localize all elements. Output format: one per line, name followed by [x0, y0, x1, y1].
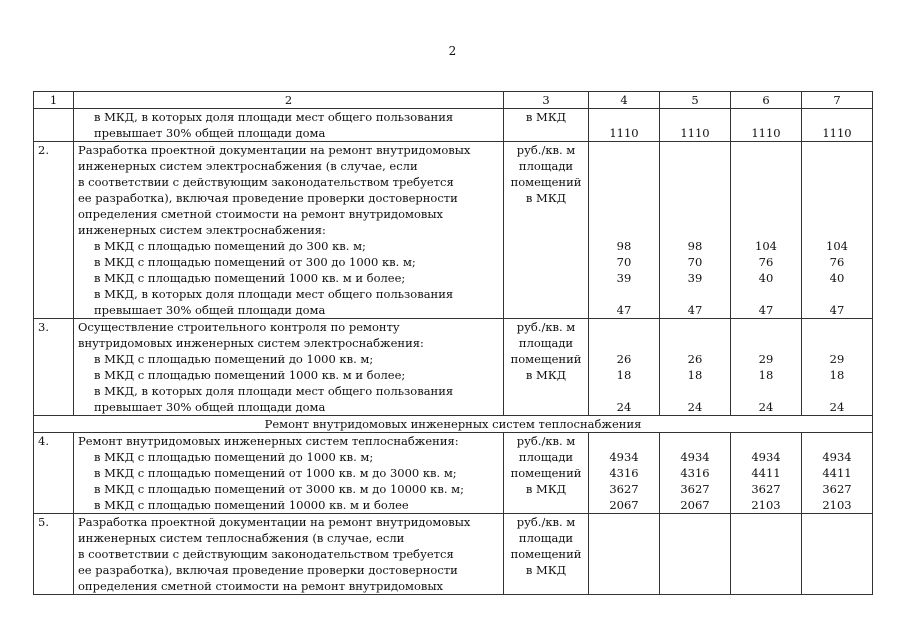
value-cell — [589, 514, 660, 595]
table-row — [34, 109, 873, 142]
sub-line: превышает 30% общей площади дома — [94, 126, 326, 140]
row-number — [34, 109, 74, 142]
value: 47 — [616, 303, 632, 317]
header-cell: 6 — [731, 92, 802, 109]
value: 1110 — [680, 126, 710, 140]
unit-line: помещений — [510, 466, 582, 480]
desc-line: Разработка проектной документации на ремонт внутридомовых — [78, 143, 471, 157]
value-cell — [660, 109, 731, 142]
value: 4316 — [680, 466, 710, 480]
value: 26 — [616, 352, 632, 366]
header-cell: 4 — [589, 92, 660, 109]
value-cell — [660, 319, 731, 416]
desc-line: определения сметной стоимости на ремонт внутридомовых — [78, 579, 444, 593]
table-row — [34, 514, 873, 595]
unit-line: в МКД — [525, 482, 567, 496]
value: 29 — [829, 352, 845, 366]
value-cell — [660, 514, 731, 595]
unit-line: помещений — [510, 175, 582, 189]
value: 3627 — [751, 482, 781, 496]
row-description — [74, 109, 504, 142]
value: 24 — [758, 400, 774, 414]
value: 4934 — [822, 450, 852, 464]
unit-line: в МКД — [525, 563, 567, 577]
rates-table — [33, 91, 873, 595]
value-cell — [660, 433, 731, 514]
value: 4411 — [751, 466, 781, 480]
desc-line: определения сметной стоимости на ремонт внутридомовых — [78, 207, 444, 221]
value-cell — [731, 142, 802, 319]
header-cell: 3 — [504, 92, 589, 109]
unit-line: руб./кв. м — [516, 320, 576, 334]
row-number: 5. — [34, 514, 74, 595]
value: 39 — [616, 271, 632, 285]
value: 18 — [758, 368, 774, 382]
value: 24 — [687, 400, 703, 414]
table-header-row — [34, 92, 873, 109]
value: 3627 — [822, 482, 852, 496]
value-cell — [802, 142, 873, 319]
value-cell — [731, 514, 802, 595]
value-cell — [731, 433, 802, 514]
row-unit — [504, 142, 589, 319]
row-number: 3. — [34, 319, 74, 416]
value: 4934 — [609, 450, 639, 464]
value: 47 — [829, 303, 845, 317]
value: 39 — [687, 271, 703, 285]
unit-line: руб./кв. м — [516, 434, 576, 448]
sub-line: в МКД с площадью помещений до 300 кв. м; — [94, 239, 366, 253]
unit-line: площади — [518, 336, 574, 350]
row-description — [74, 433, 504, 514]
unit-line: в МКД — [525, 368, 567, 382]
value-cell — [589, 109, 660, 142]
desc-line: Осуществление строительного контроля по ремонту — [78, 320, 400, 334]
value: 3627 — [680, 482, 710, 496]
desc-line: в соответствии с действующим законодательством требуется — [78, 175, 454, 189]
value-cell — [660, 142, 731, 319]
desc-line: Ремонт внутридомовых инженерных систем теплоснабжения: — [78, 434, 459, 448]
row-unit — [504, 514, 589, 595]
header-cell: 2 — [74, 92, 504, 109]
value: 2103 — [751, 498, 781, 512]
sub-line: в МКД, в которых доля площади мест общего пользования — [94, 384, 454, 398]
value: 47 — [687, 303, 703, 317]
value-cell — [589, 319, 660, 416]
value: 3627 — [609, 482, 639, 496]
value: 4411 — [822, 466, 852, 480]
value: 2067 — [680, 498, 710, 512]
row-description — [74, 514, 504, 595]
row-number: 4. — [34, 433, 74, 514]
value: 4934 — [680, 450, 710, 464]
sub-line: превышает 30% общей площади дома — [94, 400, 326, 414]
desc-line: внутридомовых инженерных систем электроснабжения: — [78, 336, 424, 350]
value-cell — [731, 319, 802, 416]
sub-line: в МКД с площадью помещений 1000 кв. м и более; — [94, 368, 406, 382]
sub-line: в МКД с площадью помещений от 300 до 1000 кв. м; — [94, 255, 416, 269]
value: 29 — [758, 352, 774, 366]
sub-line: в МКД с площадью помещений 1000 кв. м и более; — [94, 271, 406, 285]
sub-line: в МКД с площадью помещений от 1000 кв. м до 3000 кв. м; — [94, 466, 457, 480]
value: 18 — [687, 368, 703, 382]
desc-line: инженерных систем электроснабжения: — [78, 223, 326, 237]
row-description — [74, 142, 504, 319]
value: 1110 — [609, 126, 639, 140]
unit-line: в МКД — [525, 191, 567, 205]
value: 2067 — [609, 498, 639, 512]
unit-line: площади — [518, 450, 574, 464]
value-cell — [731, 109, 802, 142]
sub-line: в МКД с площадью помещений до 1000 кв. м; — [94, 450, 374, 464]
value-cell — [802, 109, 873, 142]
value-cell — [589, 142, 660, 319]
sub-line: в МКД с площадью помещений от 3000 кв. м до 10000 кв. м; — [94, 482, 464, 496]
value: 18 — [616, 368, 632, 382]
value-cell — [802, 319, 873, 416]
row-unit: в МКД — [504, 109, 589, 142]
page-number: 2 — [448, 44, 457, 58]
value: 4316 — [609, 466, 639, 480]
value: 24 — [829, 400, 845, 414]
value: 18 — [829, 368, 845, 382]
desc-line: инженерных систем электроснабжения (в случае, если — [78, 159, 418, 173]
row-unit — [504, 319, 589, 416]
table-row — [34, 319, 873, 416]
sub-line: в МКД, в которых доля площади мест общего пользования — [94, 110, 454, 124]
value: 26 — [687, 352, 703, 366]
unit-line: помещений — [510, 352, 582, 366]
value: 40 — [829, 271, 845, 285]
header-cell: 5 — [660, 92, 731, 109]
value: 47 — [758, 303, 774, 317]
value: 98 — [616, 239, 632, 253]
unit-line: площади — [518, 531, 574, 545]
sub-line: в МКД, в которых доля площади мест общего пользования — [94, 287, 454, 301]
table-row — [34, 433, 873, 514]
value: 104 — [755, 239, 777, 253]
row-description — [74, 319, 504, 416]
value-cell — [802, 433, 873, 514]
value: 76 — [758, 255, 774, 269]
value-cell — [802, 514, 873, 595]
desc-line: ее разработка), включая проведение проверки достоверности — [78, 191, 458, 205]
value: 2103 — [822, 498, 852, 512]
value: 76 — [829, 255, 845, 269]
unit-line: руб./кв. м — [516, 515, 576, 529]
value: 4934 — [751, 450, 781, 464]
value: 70 — [687, 255, 703, 269]
unit-line: помещений — [510, 547, 582, 561]
value: 1110 — [822, 126, 852, 140]
unit-line: площади — [518, 159, 574, 173]
value: 24 — [616, 400, 632, 414]
desc-line: в соответствии с действующим законодательством требуется — [78, 547, 454, 561]
sub-line: превышает 30% общей площади дома — [94, 303, 326, 317]
row-number: 2. — [34, 142, 74, 319]
value: 70 — [616, 255, 632, 269]
header-cell: 7 — [802, 92, 873, 109]
header-cell: 1 — [34, 92, 74, 109]
row-unit — [504, 433, 589, 514]
value: 98 — [687, 239, 703, 253]
value-cell — [589, 433, 660, 514]
unit-line: руб./кв. м — [516, 143, 576, 157]
sub-line: в МКД с площадью помещений до 1000 кв. м; — [94, 352, 374, 366]
table-row — [34, 142, 873, 319]
section-header-row — [34, 416, 873, 433]
desc-line: инженерных систем теплоснабжения (в случае, если — [78, 531, 405, 545]
section-title: Ремонт внутридомовых инженерных систем теплоснабжения — [34, 416, 873, 433]
value: 104 — [826, 239, 848, 253]
value: 40 — [758, 271, 774, 285]
value: 1110 — [751, 126, 781, 140]
desc-line: ее разработка), включая проведение проверки достоверности — [78, 563, 458, 577]
desc-line: Разработка проектной документации на ремонт внутридомовых — [78, 515, 471, 529]
sub-line: в МКД с площадью помещений 10000 кв. м и более — [94, 498, 409, 512]
